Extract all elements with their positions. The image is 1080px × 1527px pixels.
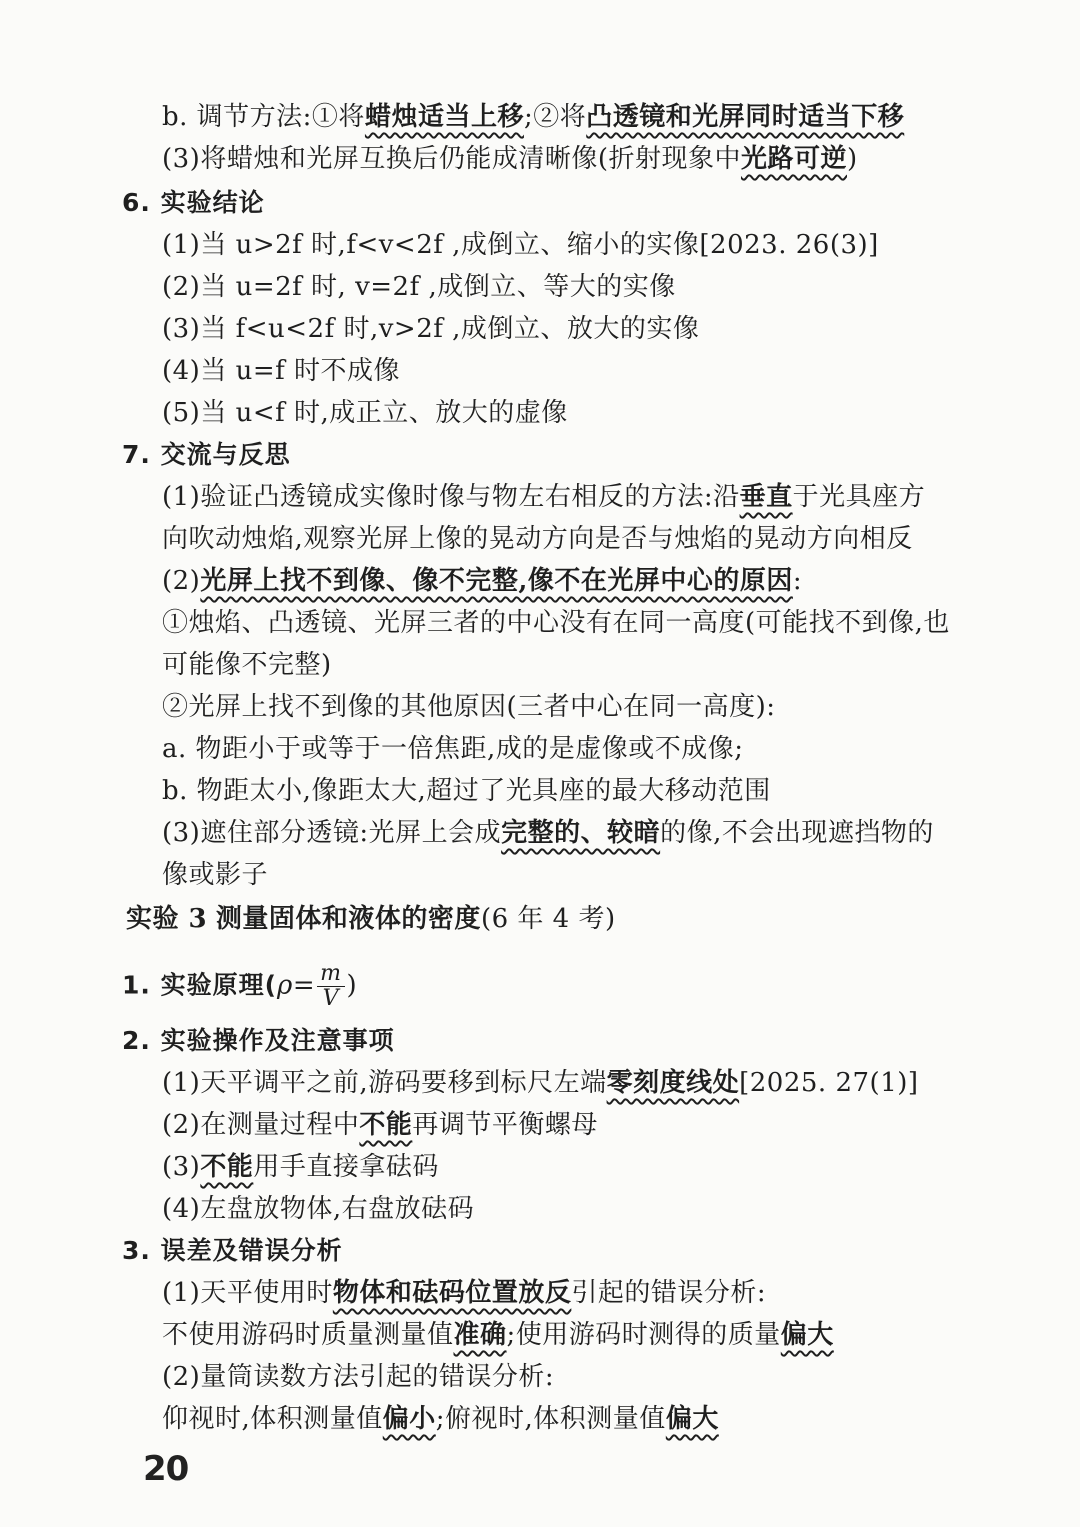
text-line bbox=[162, 816, 934, 850]
text-line bbox=[122, 962, 357, 1011]
fraction-numerator: m bbox=[317, 962, 344, 987]
body-text: b. 调节方法:①将 bbox=[162, 102, 365, 132]
text-line bbox=[122, 1024, 395, 1058]
body-text: (3)当 f<u<2f 时,v>2f ,成倒立、放大的实像 bbox=[162, 314, 700, 344]
key-point-text: 偏大 bbox=[780, 1320, 834, 1350]
fraction-denominator: V bbox=[322, 986, 339, 1011]
body-text: (3) bbox=[162, 1152, 201, 1182]
body-text: 于光具座方 bbox=[792, 482, 926, 512]
page-number: 20 bbox=[143, 1449, 189, 1489]
key-point-text: 垂直 bbox=[739, 482, 793, 512]
body-text: (5)当 u<f 时,成正立、放大的虚像 bbox=[162, 398, 568, 428]
text-line bbox=[162, 1276, 766, 1310]
text-line bbox=[162, 396, 568, 430]
body-text: 的像,不会出现遮挡物的 bbox=[660, 818, 934, 848]
section-heading-text: 1. 实验原理( bbox=[122, 970, 278, 1000]
text-line bbox=[122, 438, 291, 472]
text-line bbox=[162, 690, 776, 724]
body-text: 可能像不完整) bbox=[162, 650, 332, 680]
key-point-text: 蜡烛适当上移 bbox=[364, 102, 524, 132]
key-point-text: 偏大 bbox=[665, 1404, 719, 1434]
body-text: ②光屏上找不到像的其他原因(三者中心在同一高度): bbox=[162, 692, 776, 722]
body-text: 不使用游码时质量测量值 bbox=[162, 1320, 454, 1350]
section-heading-text: 2. 实验操作及注意事项 bbox=[122, 1026, 395, 1055]
text-line bbox=[162, 648, 332, 682]
body-text: (2)当 u=2f 时, v=2f ,成倒立、等大的实像 bbox=[162, 272, 676, 302]
body-text: ;俯视时,体积测量值 bbox=[435, 1404, 666, 1434]
body-text: 引起的错误分析: bbox=[571, 1278, 767, 1308]
body-text: 向吹动烛焰,观察光屏上像的晃动方向是否与烛焰的晃动方向相反 bbox=[162, 524, 913, 554]
text-line bbox=[162, 1066, 919, 1100]
body-text: [2025. 27(1)] bbox=[739, 1068, 919, 1098]
body-text: ρ bbox=[277, 970, 293, 1001]
key-point-text: 不能 bbox=[200, 1152, 254, 1182]
key-point-text: 偏小 bbox=[382, 1404, 436, 1434]
section-heading-text: 6. 实验结论 bbox=[122, 188, 265, 217]
body-text: ;②将 bbox=[523, 102, 587, 132]
body-text: 仰视时,体积测量值 bbox=[162, 1404, 383, 1434]
body-text bbox=[207, 904, 216, 934]
section-heading-text: 实验 3 bbox=[126, 904, 208, 934]
body-text: 再调节平衡螺母 bbox=[412, 1110, 598, 1140]
text-line bbox=[162, 1192, 474, 1226]
body-text: (4)左盘放物体,右盘放砝码 bbox=[162, 1194, 475, 1224]
text-line bbox=[122, 1234, 343, 1268]
section-heading-text: 7. 交流与反思 bbox=[122, 440, 291, 469]
body-text: (1)当 u>2f 时,f<v<2f ,成倒立、缩小的实像[2023. 26(3)] bbox=[162, 230, 879, 260]
body-text: (1)验证凸透镜成实像时像与物左右相反的方法:沿 bbox=[162, 482, 740, 512]
body-text: a. 物距小于或等于一倍焦距,成的是虚像或不成像; bbox=[162, 734, 744, 764]
body-text: (3)将蜡烛和光屏互换后仍能成清晰像(折射现象中 bbox=[162, 144, 741, 174]
key-point-text: 准确 bbox=[453, 1320, 507, 1350]
key-point-text: 光路可逆 bbox=[740, 144, 847, 174]
text-line bbox=[162, 1108, 598, 1142]
section-heading-text: 测量固体和液体的密度 bbox=[215, 904, 481, 934]
key-point-text: 不能 bbox=[359, 1110, 413, 1140]
text-line bbox=[162, 1318, 834, 1352]
body-text: b. 物距太小,像距太大,超过了光具座的最大移动范围 bbox=[162, 776, 771, 806]
text-line bbox=[162, 100, 904, 134]
text-line bbox=[162, 1360, 554, 1394]
body-text: 用手直接拿砝码 bbox=[253, 1152, 439, 1182]
text-line bbox=[162, 606, 950, 640]
text-line bbox=[162, 522, 913, 556]
density-formula-fraction bbox=[317, 962, 344, 1011]
text-line bbox=[162, 732, 744, 766]
text-line bbox=[162, 480, 925, 514]
text-line bbox=[162, 142, 858, 176]
text-line bbox=[162, 312, 699, 346]
text-line bbox=[122, 186, 265, 220]
text-line bbox=[162, 270, 676, 304]
body-text: (1)天平调平之前,游码要移到标尺左端 bbox=[162, 1068, 607, 1098]
body-text: (6 年 4 考) bbox=[480, 904, 616, 934]
body-text: ) bbox=[847, 144, 858, 174]
body-text: = bbox=[292, 970, 316, 1001]
body-text: (4)当 u=f 时不成像 bbox=[162, 356, 401, 386]
body-text: ①烛焰、凸透镜、光屏三者的中心没有在同一高度(可能找不到像,也 bbox=[162, 608, 950, 638]
text-line bbox=[162, 774, 771, 808]
key-point-text: 凸透镜和光屏同时适当下移 bbox=[586, 102, 905, 132]
key-point-text: 光屏上找不到像、像不完整,像不在光屏中心的原因 bbox=[200, 566, 793, 596]
text-line bbox=[162, 564, 802, 598]
body-text: ;使用游码时测得的质量 bbox=[506, 1320, 781, 1350]
text-line bbox=[162, 354, 400, 388]
key-point-text: 物体和砝码位置放反 bbox=[332, 1278, 572, 1308]
body-text: (2) bbox=[162, 566, 201, 596]
text-line bbox=[126, 902, 616, 936]
text-line bbox=[162, 858, 268, 892]
key-point-text: 零刻度线处 bbox=[606, 1068, 740, 1098]
text-line bbox=[162, 1150, 439, 1184]
body-text: (2)在测量过程中 bbox=[162, 1110, 360, 1140]
section-heading-text: 3. 误差及错误分析 bbox=[122, 1236, 343, 1265]
body-text: : bbox=[792, 566, 803, 596]
body-text: (3)遮住部分透镜:光屏上会成 bbox=[162, 818, 502, 848]
body-text: ) bbox=[346, 970, 358, 1001]
body-text: (1)天平使用时 bbox=[162, 1278, 333, 1308]
key-point-text: 完整的、较暗 bbox=[501, 818, 661, 848]
body-text: 像或影子 bbox=[162, 860, 269, 890]
text-line bbox=[162, 228, 879, 262]
body-text: (2)量筒读数方法引起的错误分析: bbox=[162, 1362, 555, 1392]
text-line bbox=[162, 1402, 719, 1436]
